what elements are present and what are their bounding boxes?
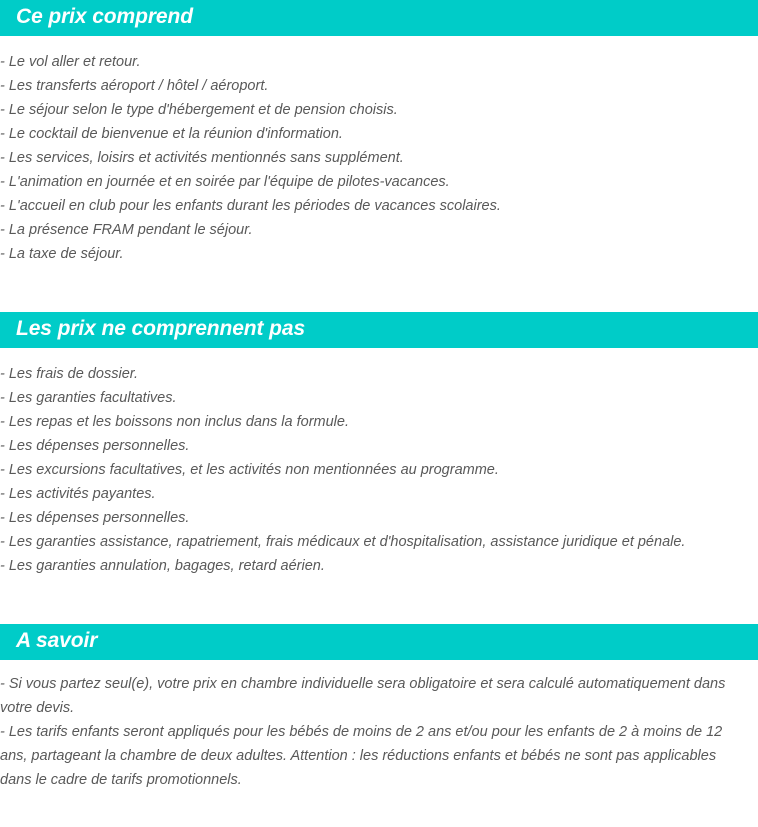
list-item: - Les garanties assistance, rapatriement, frais médicaux et d'hospitalisation, assistance juridique et pénale. [0, 534, 686, 550]
list-item: - Les dépenses personnelles. [0, 438, 190, 454]
list-item: - Le vol aller et retour. [0, 54, 141, 70]
section-header-les-prix-ne-comprennent-pas [0, 312, 758, 348]
section-title: Ce prix comprend [16, 5, 193, 28]
list-item: - L'accueil en club pour les enfants durant les périodes de vacances scolaires. [0, 198, 501, 214]
section-title: A savoir [16, 629, 98, 652]
section-ce-prix-comprend [0, 0, 758, 266]
section-a-savoir [0, 624, 758, 792]
list-item: - Le séjour selon le type d'hébergement et de pension choisis. [0, 102, 398, 118]
list-item: - Les repas et les boissons non inclus dans la formule. [0, 414, 349, 430]
list-item: - Le cocktail de bienvenue et la réunion d'information. [0, 126, 343, 142]
list-item: - La taxe de séjour. [0, 246, 124, 262]
section-body-a-savoir [0, 660, 758, 792]
list-item: - L'animation en journée et en soirée par l'équipe de pilotes-vacances. [0, 174, 450, 190]
list-item: - Les garanties facultatives. [0, 390, 177, 406]
list-item: - Les dépenses personnelles. [0, 510, 190, 526]
list-item: - Les tarifs enfants seront appliqués pour les bébés de moins de 2 ans et/ou pour les enfants de 2 à moins de 12 ans, partageant la chambre de deux adultes. Attention : les réductions enfants et bébés ne sont pas applicables dans le cadre de tarifs promotionnels. [0, 724, 723, 788]
section-title: Les prix ne comprennent pas [16, 317, 306, 340]
inclusions-list [0, 50, 750, 266]
section-body-ce-prix-comprend [0, 36, 758, 266]
notes-list [0, 672, 750, 792]
section-les-prix-ne-comprennent-pas [0, 312, 758, 578]
list-item: - Les services, loisirs et activités mentionnés sans supplément. [0, 150, 404, 166]
section-header-a-savoir [0, 624, 758, 660]
exclusions-list [0, 362, 750, 578]
section-body-les-prix-ne-comprennent-pas [0, 348, 758, 578]
list-item: - Les transferts aéroport / hôtel / aéroport. [0, 78, 269, 94]
list-item: - Les frais de dossier. [0, 366, 139, 382]
list-item: - Les excursions facultatives, et les activités non mentionnées au programme. [0, 462, 499, 478]
list-item: - Les garanties annulation, bagages, retard aérien. [0, 558, 325, 574]
list-item: - Les activités payantes. [0, 486, 156, 502]
list-item: - Si vous partez seul(e), votre prix en chambre individuelle sera obligatoire et sera calculé automatiquement dans votre devis. [0, 676, 726, 716]
section-header-ce-prix-comprend [0, 0, 758, 36]
list-item: - La présence FRAM pendant le séjour. [0, 222, 253, 238]
